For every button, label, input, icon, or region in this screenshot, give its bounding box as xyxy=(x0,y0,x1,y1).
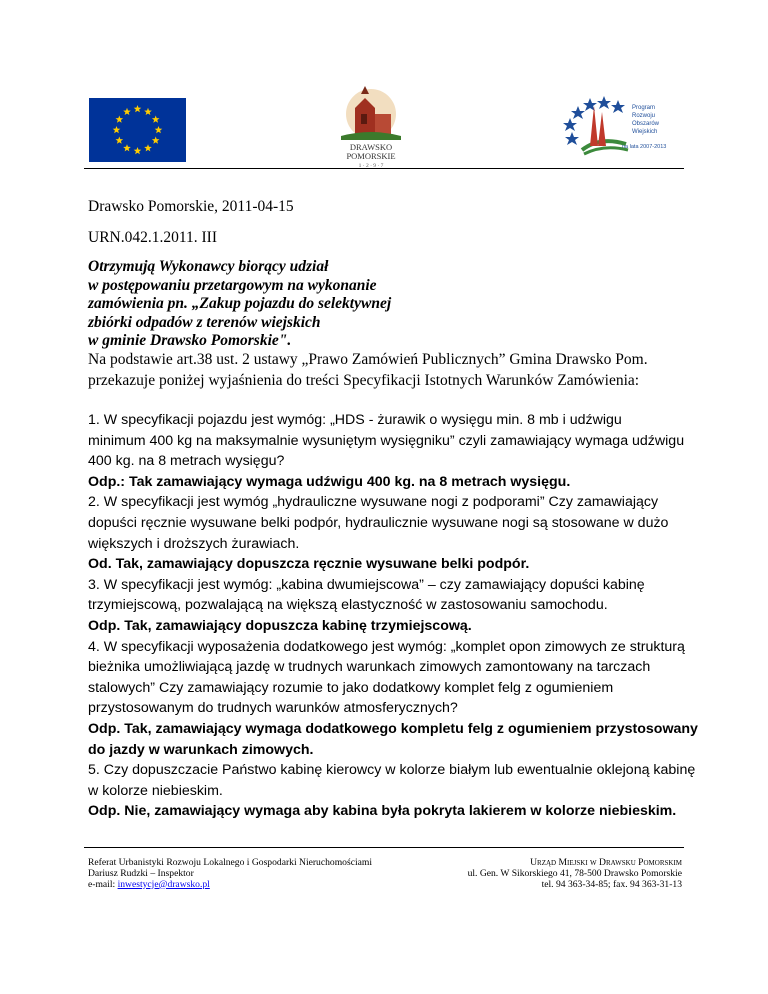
answer-line: do jazdy w warunkach zimowych. xyxy=(88,741,314,758)
header-divider xyxy=(84,168,684,169)
question-line: dopuści ręcznie wysuwane belki podpór, hydraulicznie wysuwane nogi są stosowane w dużo xyxy=(88,514,669,531)
addressee-line: w gminie Drawsko Pomorskie". xyxy=(88,332,292,349)
document-date: Drawsko Pomorskie, 2011-04-15 xyxy=(88,198,294,215)
intro-paragraph xyxy=(88,350,688,391)
question-line: 400 kg. na 8 metrach wysięgu? xyxy=(88,453,285,470)
question-line: 3. W specyfikacji jest wymóg: „kabina dwumiejscowa” – czy zamawiający dopuści kabinę xyxy=(88,576,645,593)
footer-left xyxy=(88,858,372,890)
document-reference: URN.042.1.2011. III xyxy=(88,229,218,246)
footer-divider xyxy=(84,847,684,848)
drawsko-pomorskie-logo xyxy=(331,84,411,168)
answer-line: Odp.: Tak zamawiający wymaga udźwigu 400 kg. na 8 metrach wysięgu. xyxy=(88,473,571,490)
intro-line: przekazuje poniżej wyjaśnienia do treści Specyfikacji Istotnych Warunków Zamówienia: xyxy=(88,371,640,389)
footer-email-line xyxy=(88,880,372,891)
addressee-block xyxy=(88,258,391,351)
prow-logo-line1: Program xyxy=(632,105,656,111)
question-line: przystosowanym do trudnych warunków atmosferycznych? xyxy=(88,700,458,717)
footer-address: ul. Gen. W Sikorskiego 41, 78-500 Drawsko Pomorskie xyxy=(467,867,682,879)
footer-phone: tel. 94 363-34-85; fax. 94 363-31-13 xyxy=(541,878,682,890)
addressee-line: w postępowaniu przetargowym na wykonanie xyxy=(88,276,377,294)
question-line: 1. W specyfikacji pojazdu jest wymóg: „HDS - żurawik o wysięgu min. 8 mb i udźwigu xyxy=(88,412,622,428)
question-line: 4. W specyfikacji wyposażenia dodatkowego jest wymóg: „komplet opon zimowych ze strukturą xyxy=(88,638,685,655)
footer-right xyxy=(468,858,682,890)
prow-logo-line5: na lata 2007-2013 xyxy=(622,144,667,150)
answer-line: Odp. Tak, zamawiający wymaga dodatkowego kompletu felg z ogumieniem przystosowany xyxy=(88,720,698,737)
drawsko-logo-line2: POMORSKIE xyxy=(346,151,396,161)
footer-email-label: e-mail: xyxy=(88,878,118,890)
question-line: bieżnika umożliwiającą jazdę w trudnych warunkach zimowych zamontowany na tarczach xyxy=(88,659,651,676)
prow-logo xyxy=(560,88,682,158)
eu-flag-logo xyxy=(89,98,186,162)
drawsko-logo-year: 1 · 2 · 9 · 7 xyxy=(358,163,384,168)
prow-logo-line4: Wiejskich xyxy=(632,129,658,135)
prow-logo-line3: Obszarów xyxy=(632,121,660,127)
question-line: 5. Czy dopuszczacie Państwo kabinę kierowcy w kolorze białym lub ewentualnie oklejoną kabinę xyxy=(88,762,696,779)
question-line: minimum 400 kg na maksymalnie wysuniętym wysięgniku” czyli zamawiający wymaga udźwigu xyxy=(88,432,685,449)
footer-department: Referat Urbanistyki Rozwoju Lokalnego i Gospodarki Nieruchomościami xyxy=(88,857,373,868)
questions-answers xyxy=(88,410,698,822)
prow-logo-line2: Rozwoju xyxy=(632,113,656,119)
question-line: 2. W specyfikacji jest wymóg „hydrauliczne wysuwane nogi z podporami” Czy zamawiający xyxy=(88,494,659,511)
answer-line: Od. Tak, zamawiający dopuszcza ręcznie wysuwane belki podpór. xyxy=(88,556,530,573)
footer-email-link[interactable]: inwestycje@drawsko.pl xyxy=(117,878,210,890)
addressee-line: zamówienia pn. „Zakup pojazdu do selektywnej xyxy=(88,295,392,312)
addressee-line: zbiórki odpadów z terenów wiejskich xyxy=(88,313,321,331)
answer-line: Odp. Nie, zamawiający wymaga aby kabina była pokryta lakierem w kolorze niebieskim. xyxy=(88,803,677,820)
footer-office-name: Urząd Miejski w Drawsku Pomorskim xyxy=(530,857,682,868)
intro-line: Na podstawie art.38 ust. 2 ustawy „Prawo Zamówień Publicznych” Gmina Drawsko Pom. xyxy=(88,351,648,368)
addressee-line: Otrzymują Wykonawcy biorący udział xyxy=(88,258,329,275)
question-line: trzymiejscową, pozwalającą na większą elastyczność w zastosowaniu samochodu. xyxy=(88,597,608,614)
footer-inspector: Dariusz Rudzki – Inspektor xyxy=(88,867,194,879)
answer-line: Odp. Tak, zamawiający dopuszcza kabinę trzymiejscową. xyxy=(88,617,472,634)
question-line: większych i droższych żurawiach. xyxy=(88,535,300,552)
question-line: stalowych” Czy zamawiający rozumie to jako dodatkowy komplet felg z ogumieniem xyxy=(88,679,614,696)
drawsko-logo-line1: DRAWSKO xyxy=(349,142,393,152)
question-line: w kolorze niebieskim. xyxy=(88,782,223,799)
